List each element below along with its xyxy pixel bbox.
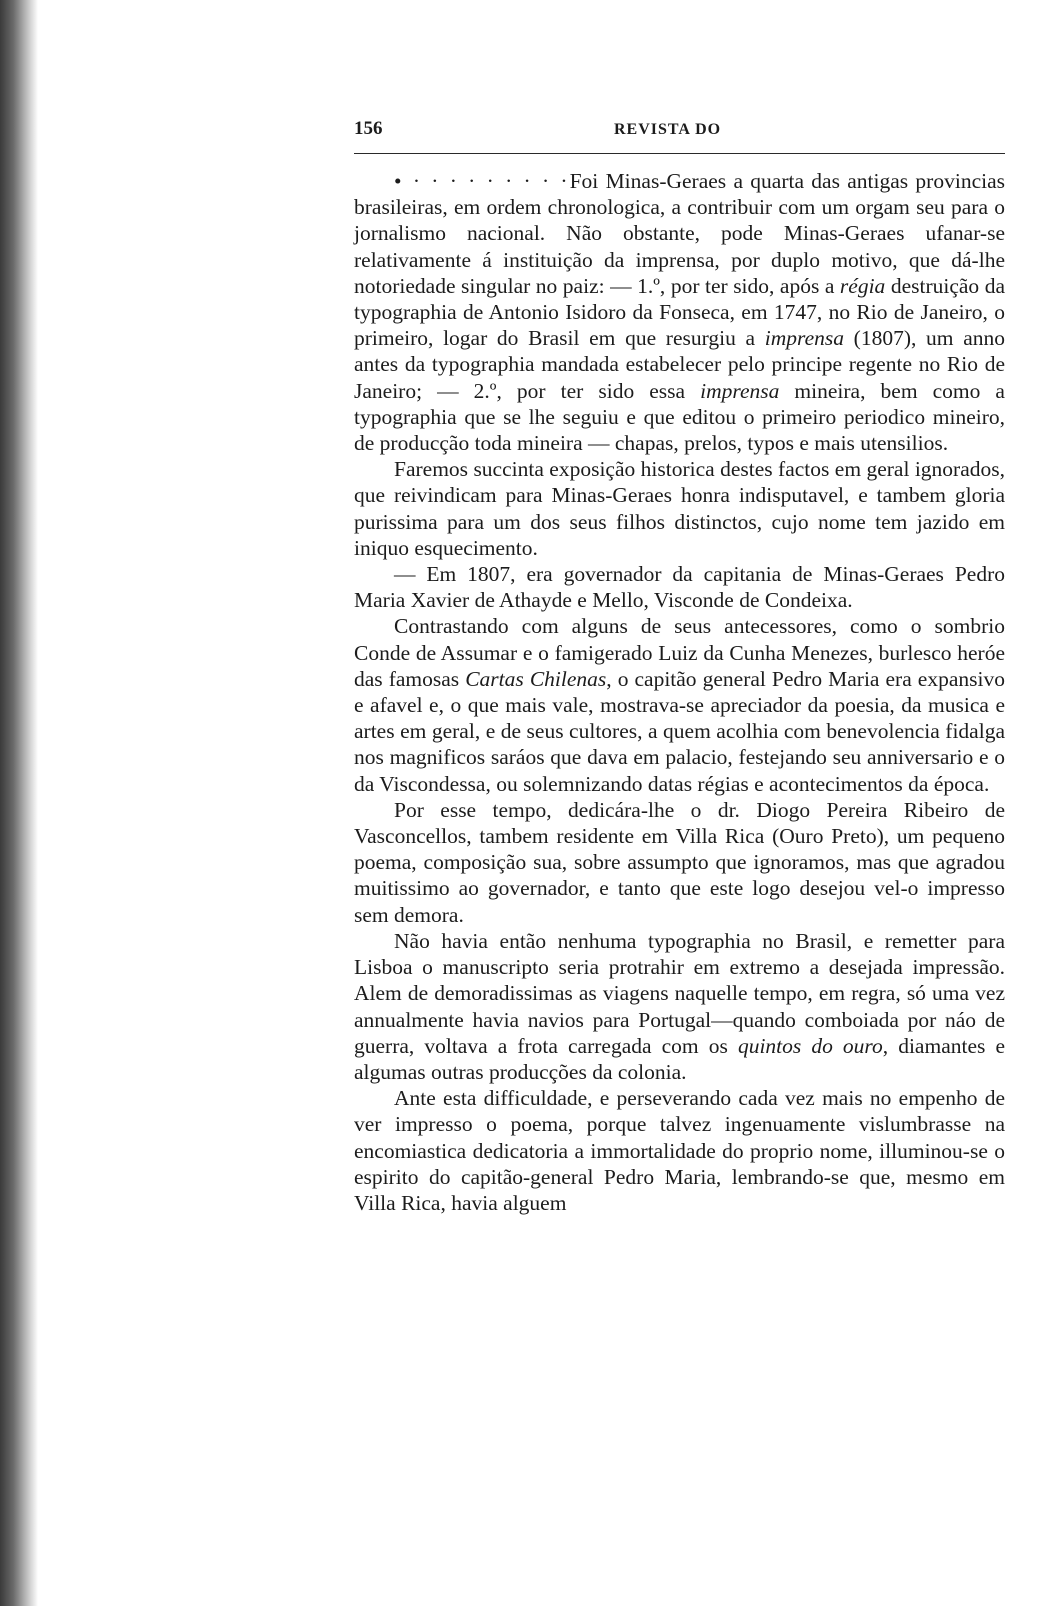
- text-run: Faremos succinta exposição historica destes factos em geral ignorados, que reivindicam para Minas-Geraes honra indisputavel, e tambem gloria purissima para um dos seus filhos distinctos, cujo nome tem jazido em iniquo esquecimento.: [354, 457, 1005, 560]
- text-run: , diamantes e algumas outras producções da colonia.: [354, 1033, 1005, 1084]
- text-run: Não havia então nenhuma typographia no Brasil, e remetter para Lisboa o manuscripto seria protrahir em extremo a desejada impressão. Alem de demoradissimas as viagens naquelle tempo, em regra, só uma vez annualmente havia navios para Portugal—quando comboiada por náo de guerra, voltava a frota carregada com os: [354, 928, 1005, 1058]
- text-run: Ante esta difficuldade, e perseverando cada vez mais no empenho de ver impresso o poema, porque talvez ingenuamente vislumbrasse na encomiastica dedicatoria a immortalidade do proprio nome, illuminou-se o espirito do capitão-general Pedro Maria, lembrando-se que, mesmo em Villa Rica, havia alguem: [354, 1086, 1005, 1215]
- text-run: Foi Minas-Geraes a quarta das antigas provincias brasileiras, em ordem chronologica, a contribuir com um orgam seu para o jornalismo nacional. Não obstante, pode Minas-Geraes ufanar-se relativamente á instituição da imprensa, por duplo motivo, que dá-lhe notoriedade singular no paiz: — 1.º, por ter sido, após a: [354, 169, 1005, 298]
- book-page: [354, 118, 1005, 1216]
- italic-term: imprensa: [700, 378, 780, 403]
- running-header: [354, 118, 1005, 154]
- italic-term: quintos do ouro: [737, 1033, 883, 1058]
- text-run: — Em 1807, era governador da capitania de Minas-Geraes Pedro Maria Xavier de Athayde e Mello, Visconde de Condeixa.: [354, 562, 1005, 613]
- paragraph: [354, 613, 1005, 796]
- book-binding-edge: [0, 0, 38, 1606]
- paragraph: [354, 456, 1005, 561]
- text-run: mineira, bem como a typographia que se lhe seguiu e que editou o primeiro periodico mineiro, de producção toda mineira — chapas, prelos, typos e mais utensilios.: [354, 378, 1005, 456]
- text-run: , o capitão general Pedro Maria era expansivo e afavel e, o que mais vale, mostrava-se apreciador da poesia, da musica e artes em geral, e de seus cultores, a quem acolhia com benevolencia fidalga nos magnificos saráos que dava em palacio, festejando seu anniversario e o da Viscondessa, ou solemnizando datas régias e acontecimentos da época.: [354, 666, 1005, 796]
- paragraph: [354, 561, 1005, 613]
- paragraph: [354, 928, 1005, 1085]
- italic-term: Cartas Chilenas: [465, 666, 607, 691]
- text-run: destruição da typographia de Antonio Isidoro da Fonseca, em 1747, no Rio de Janeiro, o primeiro, logar do Brasil em que resurgiu a: [354, 273, 1005, 351]
- italic-term: régia: [839, 273, 886, 298]
- text-run: Contrastando com alguns de seus antecessores, como o sombrio Conde de Assumar e o famigerado Luiz da Cunha Menezes, burlesco heróe das famosas: [354, 614, 1005, 691]
- journal-title: REVISTA DO: [614, 121, 722, 138]
- leader-dots: • · · · · · · · · ·: [394, 169, 570, 193]
- paragraph: [354, 797, 1005, 928]
- paragraph: [354, 1085, 1005, 1216]
- paragraph: [354, 168, 1005, 456]
- italic-term: imprensa: [764, 326, 844, 351]
- text-run: (1807), um anno antes da typographia mandada estabelecer pelo principe regente no Rio de Janeiro; — 2.º, por ter sido essa: [354, 326, 1005, 403]
- page-number: 156: [354, 118, 383, 139]
- text-run: Por esse tempo, dedicára-lhe o dr. Diogo Pereira Ribeiro de Vasconcellos, tambem residente em Villa Rica (Ouro Preto), um pequeno poema, composição sua, sobre assumpto que ignoramos, mas que agradou muitissimo ao governador, e tanto que este logo desejou vel-o impresso sem demora.: [354, 797, 1005, 927]
- article-body: [354, 168, 1005, 1216]
